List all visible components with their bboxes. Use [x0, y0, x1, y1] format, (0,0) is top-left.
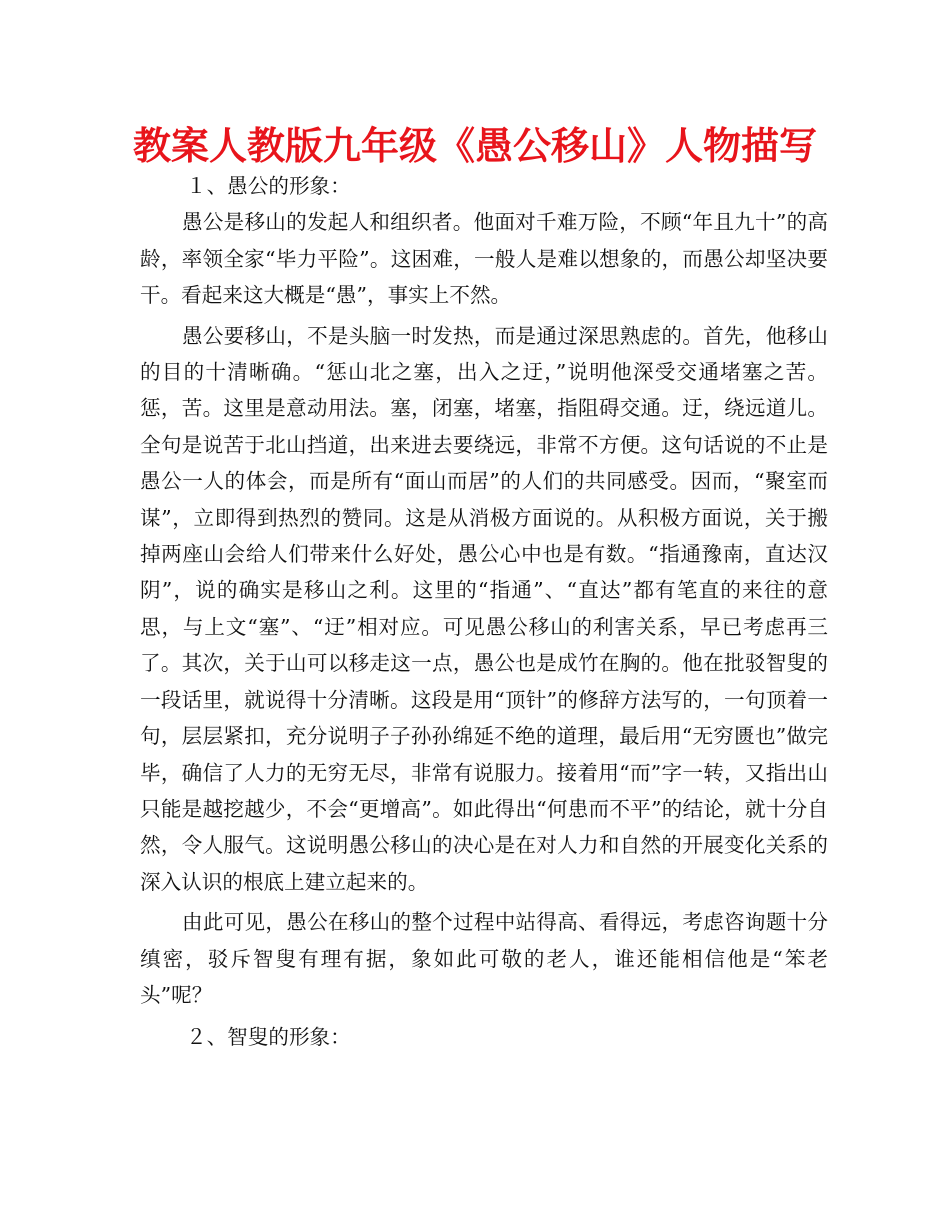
document-title: 教案人教版九年级《愚公移山》人物描写 [132, 124, 817, 168]
document-body [140, 168, 828, 1056]
section-heading-1: １、愚公的形象： [186, 174, 351, 198]
section-heading-2: ２、智叟的形象： [186, 1025, 351, 1050]
paragraph-2: 愚公要移山，不是头脑一时发热，而是通过深思熟虑的。首先，他移山的目的十清晰确。“惩山北之塞，出入之迂，”说明他深受交通堵塞之苦。惩，苦。这里是意动用法。塞，闭塞，堵塞，指阻碍交通。迂，绕远道儿。全句是说苦于北山挡道，出来进去要绕远，非常不方便。这句话说的不止是愚公一人的体会，而是所有“面山而居”的人们的共同感受。因而，“聚室而谋”，立即得到热烈的赞同。这是从消极方面说的。从积极方面说，关于搬掉两座山会给人们带来什么好处，愚公心中也是有数。“指通豫南，直达汉阴”，说的确实是移山之利。这里的“指通”、“直达”都有笔直的来往的意思，与上文“塞”、“迂”相对应。可见愚公移山的利害关系，早已考虑再三了。其次，关于山可以移走这一点，愚公也是成竹在胸的。他在批驳智叟的一段话里，就说得十分清晰。这段是用“顶针”的修辞方法写的，一句顶着一句，层层紧扣，充分说明子子孙孙绵延不绝的道理，最后用“无穷匮也”做完毕，确信了人力的无穷无尽，非常有说服力。接着用“而”字一转，又指出山只能是越挖越少，不会“更增高”。如此得出“何患而不平”的结论，就十分自然，令人服气。这说明愚公移山的决心是在对人力和自然的开展变化关系的深入认识的根底上建立起来的。 [140, 323, 829, 894]
paragraph-3: 由此可见，愚公在移山的整个过程中站得高、看得远，考虑咨询题十分缜密，驳斥智叟有理有据，象如此可敬的老人，谁还能相信他是“笨老头”呢？ [140, 910, 828, 1007]
paragraph-1: 愚公是移山的发起人和组织者。他面对千难万险，不顾“年且九十”的高龄，率领全家“毕力平险”。这困难，一般人是难以想象的，而愚公却坚决要干。看起来这大概是“愚”，事实上不然。 [140, 210, 828, 308]
